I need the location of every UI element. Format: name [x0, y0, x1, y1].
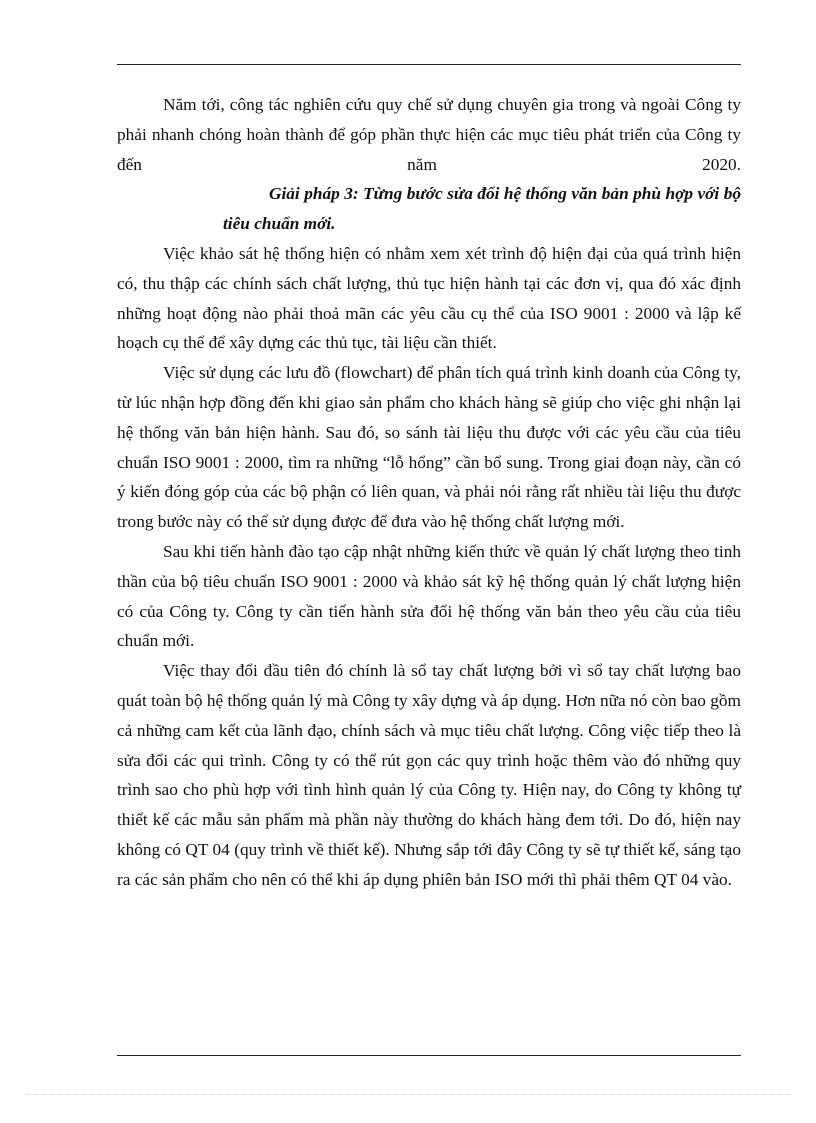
paragraph-flowchart: Việc sử dụng các lưu đồ (flowchart) để phân tích quá trình kinh doanh của Công ty, từ lúc nhận hợp đồng đến khi giao sản phẩm cho khách hàng sẽ giúp cho việc ghi nhận lại hệ thống văn bản hiện hành. Sau đó, so sánh tài liệu thu được với các yêu cầu của tiêu chuẩn ISO 9001 : 2000, tìm ra những “lỗ hổng” cần bổ sung. Trong giai đoạn này, cần có ý kiến đóng góp của các bộ phận có liên quan, và phải nói rằng rất nhiều tài liệu thu được trong bước này có thể sử dụng được để đưa vào hệ thống chất lượng mới.	[117, 363, 741, 532]
section-heading: Giải pháp 3: Từng bước sửa đổi hệ thống văn bản phù hợp với bộ tiêu chuẩn mới.	[223, 184, 741, 234]
page-body	[117, 90, 741, 895]
paragraph-training: Sau khi tiến hành đào tạo cập nhật những kiến thức về quản lý chất lượng theo tinh thần của bộ tiêu chuẩn ISO 9001 : 2000 và khảo sát kỹ hệ thống quản lý chất lượng hiện có của Công ty. Công ty cần tiến hành sửa đổi hệ thống văn bản theo yêu cầu của tiêu chuẩn mới.	[117, 541, 741, 651]
paragraph-intro: Năm tới, công tác nghiên cứu quy chế sử dụng chuyên gia trong và ngoài Công ty phải nhanh chóng hoàn thành để góp phần thực hiện các mục tiêu phát triển của Công ty đến năm 2020.	[117, 95, 741, 174]
paragraph-survey: Việc khảo sát hệ thống hiện có nhằm xem xét trình độ hiện đại của quá trình hiện có, thu thập các chính sách chất lượng, thủ tục hiện hành tại các đơn vị, qua đó xác định những hoạt động nào phải thoả mãn các yêu cầu cụ thể của ISO 9001 : 2000 và lập kế hoạch cụ thể để xây dựng các thủ tục, tài liệu cần thiết.	[117, 243, 741, 353]
header-rule	[117, 64, 741, 65]
page-edge-dotted-line	[25, 1094, 791, 1095]
paragraph-quality-manual: Việc thay đổi đầu tiên đó chính là sổ tay chất lượng bởi vì sổ tay chất lượng bao quát toàn bộ hệ thống quản lý mà Công ty xây dựng và áp dụng. Hơn nữa nó còn bao gồm cả những cam kết của lãnh đạo, chính sách và mục tiêu chất lượng. Công việc tiếp theo là sửa đổi các qui trình. Công ty có thể rút gọn các quy trình hoặc thêm vào đó những quy trình sao cho phù hợp với tình hình quản lý của Công ty. Hiện nay, do Công ty không tự thiết kế các mẫu sản phẩm mà phần này thường do khách hàng đem tới. Do đó, hiện nay không có QT 04 (quy trình về thiết kế). Nhưng sắp tới đây Công ty sẽ tự thiết kế, sáng tạo ra các sản phẩm cho nên có thể khi áp dụng phiên bản ISO mới thì phải thêm QT 04 vào.	[117, 661, 741, 889]
footer-rule	[117, 1055, 741, 1056]
